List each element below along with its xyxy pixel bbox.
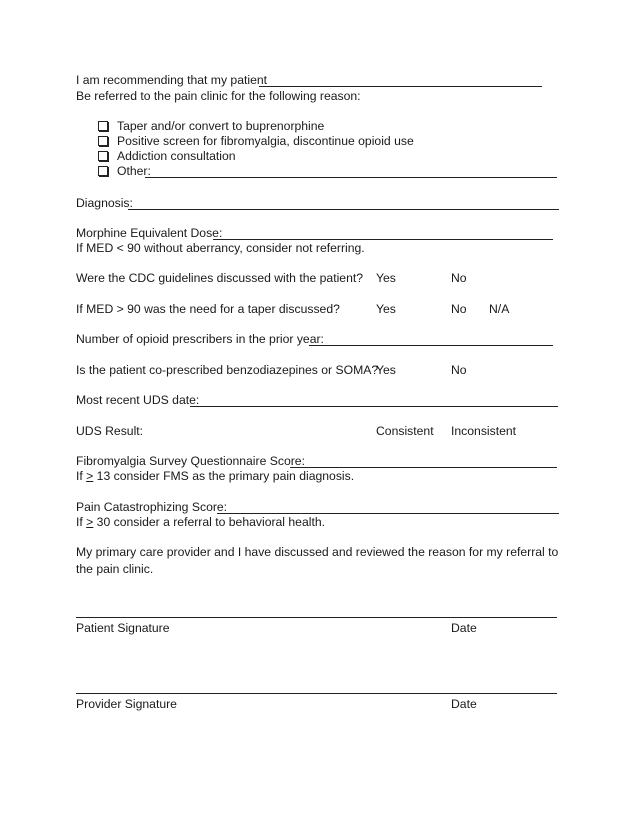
reason-fibromyalgia-checkbox[interactable] [98,134,414,149]
reason-label: Addiction consultation [117,149,236,163]
pcs-note-text: 30 consider a referral to behavioral health. [93,515,325,529]
med-note: If MED < 90 without aberrancy, consider not referring. [76,241,365,255]
uds-date-field[interactable] [190,406,558,407]
reason-taper-checkbox[interactable] [98,119,324,134]
benzo-yes-option[interactable]: Yes [376,363,396,377]
fms-note [76,469,354,484]
prescribers-label: Number of opioid prescribers in the prior year: [76,332,324,346]
taper-no-option[interactable]: No [451,302,467,316]
refer-reason-heading: Be referred to the pain clinic for the following reason: [76,89,361,103]
fms-note-text: 13 consider FMS as the primary pain diagnosis. [93,469,355,483]
reason-addiction-checkbox[interactable] [98,149,236,164]
patient-signature-field[interactable] [76,617,557,618]
benzo-no-option[interactable]: No [451,363,467,377]
reason-label: Taper and/or convert to buprenorphine [117,119,325,133]
greater-equal-symbol: > [86,515,94,529]
other-reason-field[interactable] [145,177,557,178]
taper-question: If MED > 90 was the need for a taper discussed? [76,302,340,316]
taper-yes-option[interactable]: Yes [376,302,396,316]
cdc-question: Were the CDC guidelines discussed with the patient? [76,271,364,285]
med-label: Morphine Equivalent Dose: [76,226,223,240]
provider-date-label: Date [451,697,477,711]
uds-date-label: Most recent UDS date: [76,393,200,407]
fms-label: Fibromyalgia Survey Questionnaire Score: [76,454,305,468]
reason-label: Positive screen for fibromyalgia, discontinue opioid use [117,134,414,148]
greater-equal-symbol: > [86,469,94,483]
checkbox-icon[interactable] [98,151,108,161]
checkbox-icon[interactable] [98,166,108,176]
recommend-label: I am recommending that my patient [76,73,268,87]
diagnosis-field[interactable] [128,209,559,210]
uds-result-label: UDS Result: [76,424,144,438]
pcs-label: Pain Catastrophizing Score: [76,500,228,514]
checkbox-icon[interactable] [98,121,108,131]
fms-note-prefix: If [76,469,87,483]
prescribers-field[interactable] [309,345,553,346]
patient-signature-label: Patient Signature [76,621,170,635]
pcs-score-field[interactable] [217,513,559,514]
cdc-no-option[interactable]: No [451,271,467,285]
provider-signature-label: Provider Signature [76,697,177,711]
benzo-question: Is the patient co-prescribed benzodiazepines or SOMA? [76,363,379,377]
fms-score-field[interactable] [290,467,557,468]
uds-consistent-option[interactable]: Consistent [376,424,434,438]
diagnosis-label: Diagnosis: [76,196,133,210]
uds-inconsistent-option[interactable]: Inconsistent [451,424,517,438]
provider-signature-field[interactable] [76,693,557,694]
reason-other-checkbox[interactable] [98,164,151,179]
pcs-note [76,515,325,530]
taper-na-option[interactable]: N/A [489,302,510,316]
cdc-yes-option[interactable]: Yes [376,271,396,285]
checkbox-icon[interactable] [98,136,108,146]
attestation-text: My primary care provider and I have discussed and reviewed the reason for my referral to the pain clinic. [76,545,559,576]
patient-date-label: Date [451,621,477,635]
reason-label: Other: [117,164,151,178]
patient-name-field[interactable] [259,86,542,87]
med-field[interactable] [213,239,553,240]
pcs-note-prefix: If [76,515,87,529]
